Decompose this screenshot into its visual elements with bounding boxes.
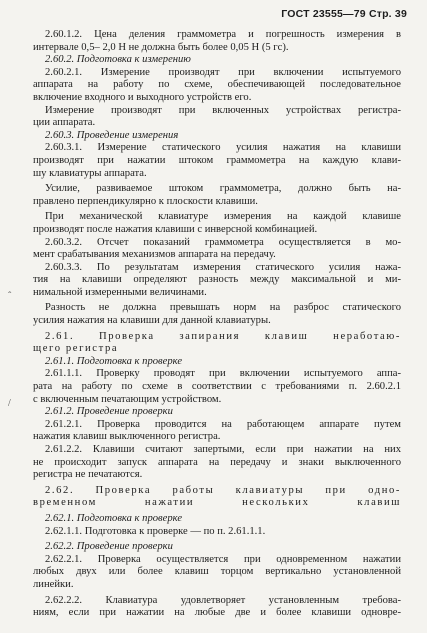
section-heading: 2.62.2. Проведение проверки [45,541,173,553]
text-line: нимальной измеренными величинами. [33,286,207,298]
text-line: 2.61.1.1. Проверку проводят при включении испытуемого аппа- [45,368,401,380]
text-line: 2.60.2.1. Измерение производят при включении испытуемого [45,66,401,78]
text-line: интервале 0,5– 2,0 Н не должна быть более 0,05 Н (5 гс). [33,41,289,53]
text-line: не происходит запуск аппарата на передачу и знаки выключенного [33,456,401,468]
text-line: 2.60.3.3. По результатам измерения статического усилия нажа- [45,261,401,273]
text-line: шу клавиатуры аппарата. [33,167,147,179]
text-line: 2.62.2.2. Клавиатура удовлетворяет установленным требова- [45,594,401,606]
section-title: щего регистра [33,343,119,355]
text-line: тия на клавиши определяют разность между максимальной и ми- [33,274,401,286]
text-line: мент срабатывания механизмов аппарата на передачу. [33,249,276,261]
text-line: производят после нажатия клавиши с инверсной комбинацией. [33,223,318,235]
text-line: 2.62.1.1. Подготовка к проверке — по п. 2.61.1.1. [45,525,266,537]
text-line: производят при нажатии штоком граммометра на каждую клави- [33,154,401,166]
margin-mark: / [8,398,11,409]
text-line: ции аппарата. [33,117,96,129]
text-line: аппарата на работу по схеме, обеспечивающей последовательное [33,79,401,91]
text-line: Усилие, развиваемое штоком граммометра, должно быть на- [45,183,401,195]
text-line: усилия нажатия на клавиши для данной клавиатуры. [33,315,271,327]
text-line: 2.61.2.2. Клавиши считают запертыми, если при нажатии на них [45,444,401,455]
section-heading: 2.60.2. Подготовка к измерению [45,54,191,66]
text-line: 2.60.1.2. Цена деления граммометра и погрешность измерения в [45,29,401,40]
section-title: 2.61. Проверка запирания клавиш неработаю- [45,330,401,342]
text-line: 2.60.3.1. Измерение статического усилия нажатия на клавиши [45,142,401,154]
page-header: ГОСТ 23555—79 Стр. 39 [281,8,407,20]
text-line: включение входного и выходного устройств его. [33,91,252,103]
text-line: ниям, если при нажатии на любые две и более клавиши одновре- [33,607,401,619]
section-title: временном нажатии нескольких клавиш [33,497,401,509]
text-line: 2.62.2.1. Проверка осуществляется при одновременном нажатии [45,553,401,565]
margin-mark: ˆ [8,291,12,302]
text-line: линейки. [33,578,74,590]
section-heading: 2.60.3. Проведение измерения [45,129,179,141]
text-line: 2.60.3.2. Отсчет показаний граммометра осуществляется в мо- [45,236,401,248]
body-text [33,29,401,620]
text-line: любых двух или более клавиш торцом вертикально установленной [33,566,401,578]
text-line: правлено перпендикулярно к плоскости клавиши. [33,195,258,207]
section-heading: 2.61.2. Проведение проверки [45,406,173,418]
text-line: Разность не должна превышать норм на разброс статического [45,302,401,314]
text-line: регистра не печатаются. [33,469,143,481]
text-line: 2.61.2.1. Проверка проводится на работающем аппарате путем [45,418,401,430]
text-line: Измерение производят при включенных устройствах регистра- [45,104,401,116]
text-line: с включенным печатающим устройством. [33,393,222,405]
text-line: нажатия клавиш выключенного регистра. [33,431,221,443]
text-line: рата на работу по схеме в соответствии с требованиями п. 2.60.2.1 [33,381,401,393]
section-heading: 2.61.1. Подготовка к проверке [45,355,183,367]
text-line: При механической клавиатуре измерения на каждой клавише [45,211,401,223]
section-title: 2.62. Проверка работы клавиатуры при одно- [45,484,401,496]
section-heading: 2.62.1. Подготовка к проверке [45,512,183,524]
